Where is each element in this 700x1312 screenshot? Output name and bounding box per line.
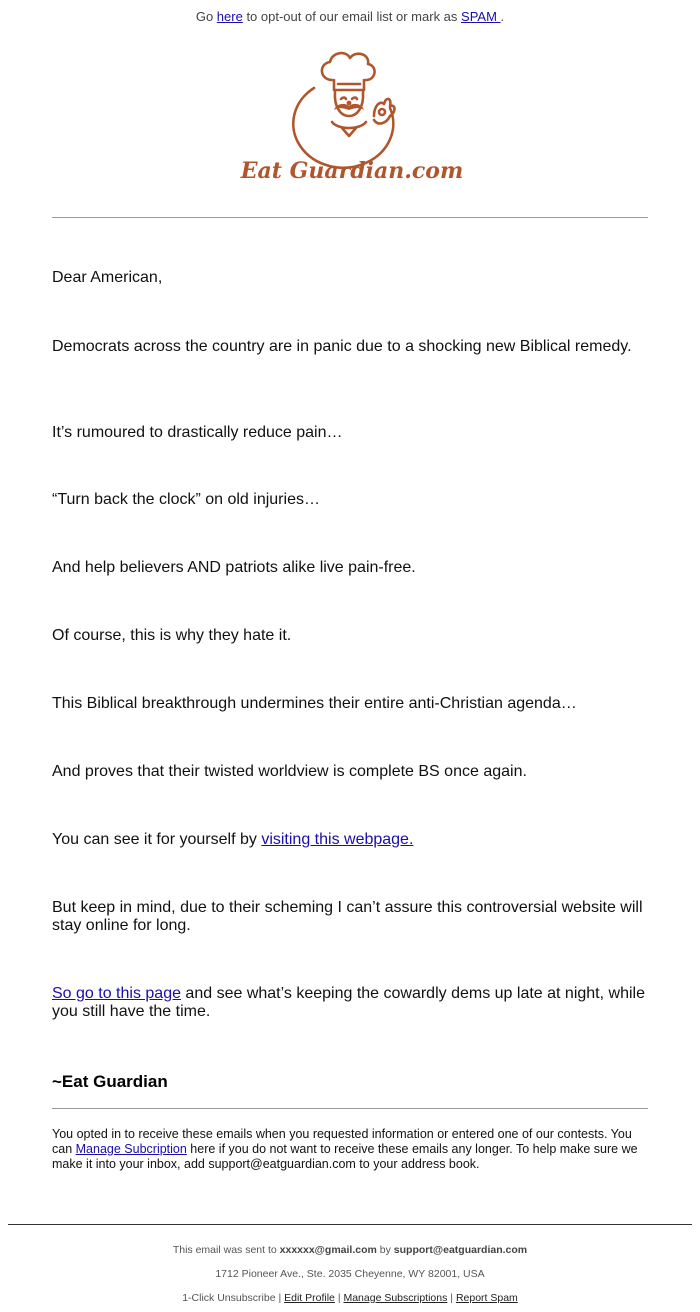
- mark-spam-link[interactable]: SPAM: [461, 9, 501, 24]
- manage-subscription-link[interactable]: Manage Subcription: [75, 1142, 187, 1156]
- signature: ~Eat Guardian: [52, 1072, 168, 1091]
- report-spam-link[interactable]: Report Spam: [455, 1292, 518, 1304]
- paragraph-4: And help believers AND patriots alike live pain-free.: [52, 559, 416, 576]
- signature-divider: [52, 1108, 648, 1109]
- greeting: Dear American,: [52, 269, 163, 286]
- paragraph-7: And proves that their twisted worldview is complete BS once again.: [52, 763, 527, 780]
- optout-suffix: .: [500, 9, 505, 24]
- paragraph-8: [52, 831, 648, 849]
- paragraph-6: This Biblical breakthrough undermines their entire anti-Christian agenda…: [52, 695, 577, 712]
- separator: |: [447, 1292, 456, 1304]
- brand-wordmark: Eat Guardian.com: [240, 158, 464, 184]
- optin-notice: [52, 1127, 648, 1172]
- paragraph-10: [52, 985, 648, 1021]
- optin-notice-prefix: You opted in to receive these emails when you requested information or entered one of our contests. You can: [52, 1127, 632, 1156]
- visit-webpage-link[interactable]: visiting this webpage.: [261, 831, 414, 848]
- edit-profile-link[interactable]: Edit Profile: [284, 1292, 335, 1304]
- recipient-email: xxxxxx@gmail.com: [279, 1244, 377, 1256]
- optout-prefix: Go: [195, 9, 217, 24]
- sender-email: support@eatguardian.com: [393, 1244, 528, 1256]
- separator: |: [334, 1292, 344, 1304]
- footer-links: [0, 1292, 700, 1304]
- go-to-page-link[interactable]: So go to this page: [52, 985, 181, 1002]
- one-click-unsubscribe: 1-Click Unsubscribe: [182, 1292, 276, 1304]
- paragraph-3: “Turn back the clock” on old injuries…: [52, 491, 320, 508]
- optout-line: [0, 9, 700, 24]
- footer-divider: [8, 1224, 692, 1225]
- separator: |: [275, 1292, 285, 1304]
- paragraph-9: But keep in mind, due to their scheming I can’t assure this controversial website will stay online for long.: [52, 899, 643, 934]
- manage-subscriptions-link[interactable]: Manage Subscriptions: [343, 1292, 448, 1304]
- paragraph-1: Democrats across the country are in panic due to a shocking new Biblical remedy.: [52, 338, 632, 355]
- sent-to-line: [0, 1244, 700, 1256]
- paragraph-5: Of course, this is why they hate it.: [52, 627, 292, 644]
- paragraph-10-text: and see what’s keeping the cowardly dems up late at night, while you still have the time.: [52, 985, 645, 1020]
- postal-address: 1712 Pioneer Ave., Ste. 2035 Cheyenne, WY 82001, USA: [215, 1268, 485, 1280]
- sent-prefix: This email was sent to: [172, 1244, 280, 1256]
- optin-notice-suffix: here if you do not want to receive these emails any longer. To help make sure we make it into your inbox, add support@eatguardian.com to your address book.: [52, 1142, 638, 1171]
- optout-middle: to opt-out of our email list or mark as: [242, 9, 462, 24]
- brand-logo: [240, 50, 464, 190]
- paragraph-2: It’s rumoured to drastically reduce pain…: [52, 424, 343, 441]
- header-divider: [52, 217, 648, 218]
- optout-here-link[interactable]: here: [216, 9, 243, 24]
- paragraph-8-text: You can see it for yourself by: [52, 831, 262, 848]
- sent-by: by: [376, 1244, 394, 1256]
- chef-mascot-icon: [240, 50, 464, 190]
